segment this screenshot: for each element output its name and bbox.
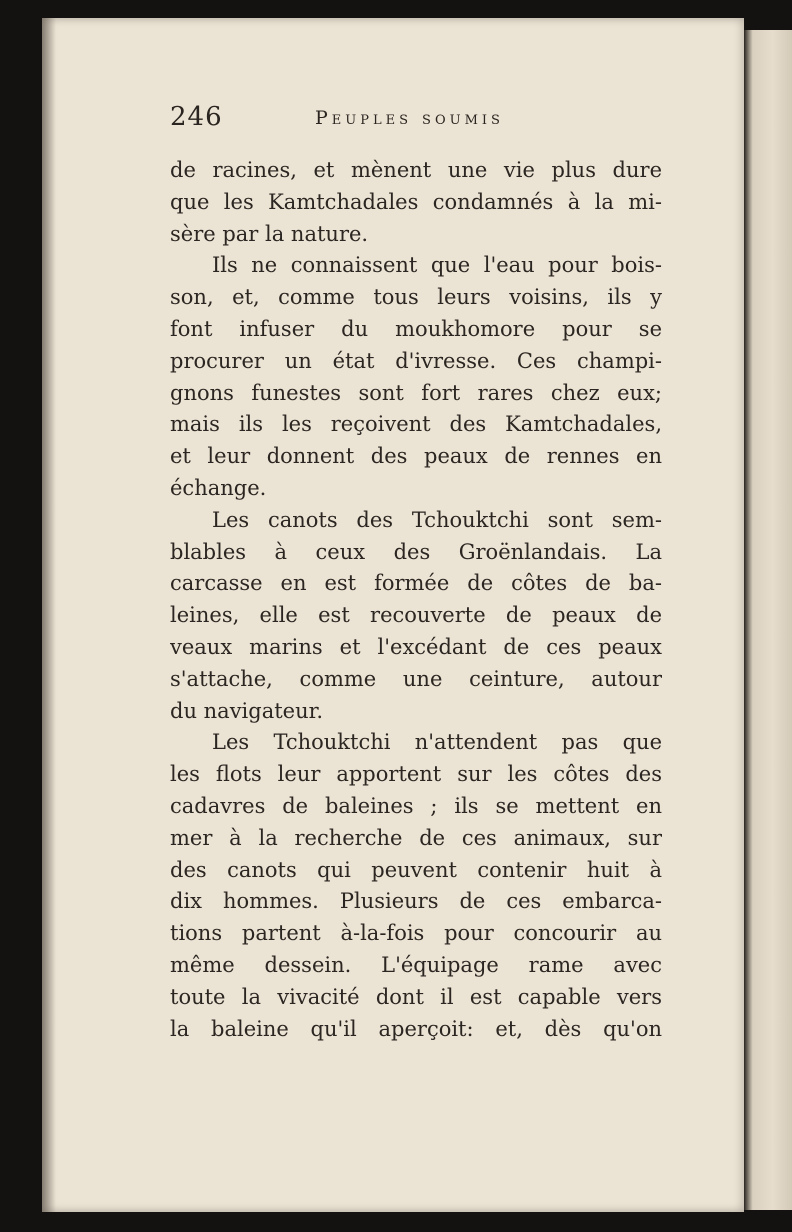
text-line: les flots leur apportent sur les côtes des bbox=[170, 762, 662, 787]
text-line: veaux marins et l'excédant de ces peaux bbox=[170, 634, 662, 659]
text-line: tions partent à-la-fois pour concourir au bbox=[170, 921, 662, 946]
text-line: et leur donnent des peaux de rennes en bbox=[170, 444, 662, 469]
text-line: procurer un état d'ivresse. Ces champi- bbox=[170, 348, 662, 373]
text-line: sère par la nature. bbox=[170, 221, 369, 246]
text-line: dix hommes. Plusieurs de ces embarca- bbox=[170, 889, 662, 914]
page-number: 246 bbox=[170, 102, 223, 132]
text-line: de racines, et mènent une vie plus dure bbox=[170, 158, 662, 182]
facing-page-edge bbox=[744, 30, 792, 1210]
text-line: s'attache, comme une ceinture, autour bbox=[170, 666, 662, 691]
text-line: Les canots des Tchouktchi sont sem- bbox=[212, 507, 662, 532]
text-line: font infuser du moukhomore pour se bbox=[170, 316, 662, 341]
page-header bbox=[170, 98, 670, 138]
text-line: que les Kamtchadales condamnés à la mi- bbox=[170, 189, 662, 214]
text-line: Ils ne connaissent que l'eau pour bois- bbox=[212, 253, 662, 278]
text-line: mais ils les reçoivent des Kamtchadales, bbox=[170, 412, 662, 437]
text-line: Les Tchouktchi n'attendent pas que bbox=[212, 730, 662, 755]
text-line: blables à ceux des Groënlandais. La bbox=[170, 539, 662, 564]
text-line: cadavres de baleines ; ils se mettent en bbox=[170, 793, 662, 818]
text-line: même dessein. L'équipage rame avec bbox=[170, 952, 662, 977]
body-text bbox=[170, 155, 662, 1045]
text-line: carcasse en est formée de côtes de ba- bbox=[170, 571, 662, 596]
text-line: toute la vivacité dont il est capable vers bbox=[170, 984, 662, 1009]
text-line: leines, elle est recouverte de peaux de bbox=[170, 603, 662, 628]
text-line: la baleine qu'il aperçoit: et, dès qu'on bbox=[170, 1016, 662, 1041]
text-line: mer à la recherche de ces animaux, sur bbox=[170, 825, 662, 850]
text-line: gnons funestes sont fort rares chez eux; bbox=[170, 380, 662, 405]
text-line: échange. bbox=[170, 475, 267, 500]
running-head: Peuples soumis bbox=[315, 107, 504, 129]
text-line: son, et, comme tous leurs voisins, ils y bbox=[170, 285, 662, 310]
spine-shadow bbox=[42, 18, 56, 1212]
text-line: du navigateur. bbox=[170, 698, 324, 723]
text-line: des canots qui peuvent contenir huit à bbox=[170, 857, 662, 882]
